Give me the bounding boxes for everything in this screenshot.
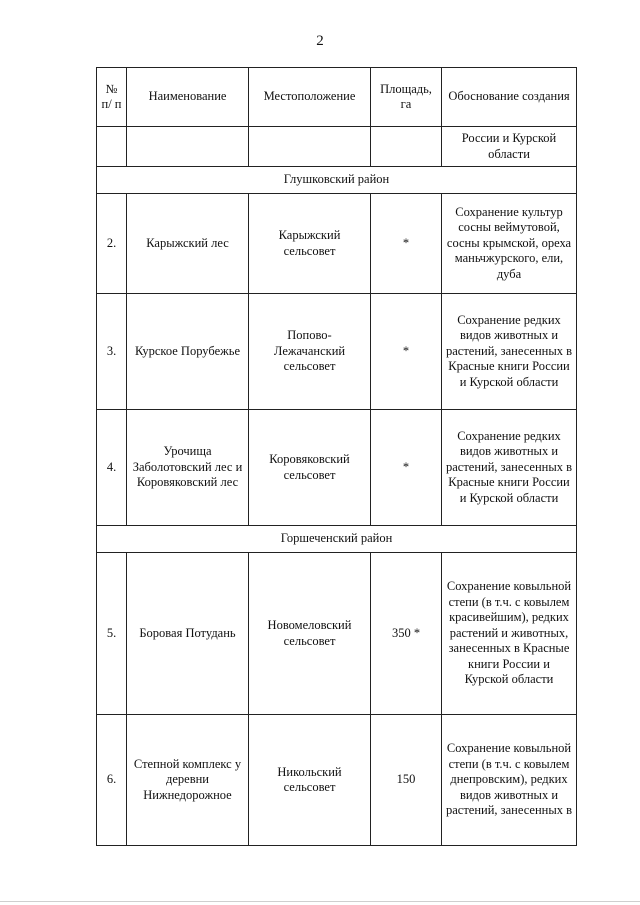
protected-areas-table bbox=[96, 67, 577, 846]
district-row-gorshechensky bbox=[97, 526, 577, 553]
header-location: Местоположение bbox=[249, 68, 371, 127]
table-header-row bbox=[97, 68, 577, 127]
cell-location: Коровяковский сельсовет bbox=[249, 410, 371, 526]
district-title: Горшеченский район bbox=[97, 526, 577, 553]
cell-area bbox=[371, 127, 442, 167]
cell-name: Карыжский лес bbox=[127, 194, 249, 294]
cell-area: * bbox=[371, 410, 442, 526]
page-number: 2 bbox=[316, 33, 324, 49]
table-row bbox=[97, 194, 577, 294]
header-area: Площадь, га bbox=[371, 68, 442, 127]
cell-num: 6. bbox=[97, 715, 127, 846]
cell-area: 150 bbox=[371, 715, 442, 846]
cell-area: 350 * bbox=[371, 553, 442, 715]
cell-location: Новомеловский сельсовет bbox=[249, 553, 371, 715]
table-row bbox=[97, 715, 577, 846]
cell-basis: Сохранение редких видов животных и растений, занесенных в Красные книги России и Курской области bbox=[442, 294, 577, 410]
cell-location: Попово-Лежачанский сельсовет bbox=[249, 294, 371, 410]
cell-name: Урочища Заболотовский лес и Коровяковский лес bbox=[127, 410, 249, 526]
cell-num: 2. bbox=[97, 194, 127, 294]
header-basis: Обоснование создания bbox=[442, 68, 577, 127]
district-title: Глушковский район bbox=[97, 167, 577, 194]
table-row bbox=[97, 410, 577, 526]
cell-num bbox=[97, 127, 127, 167]
cell-num: 3. bbox=[97, 294, 127, 410]
header-name: Наименование bbox=[127, 68, 249, 127]
cell-area: * bbox=[371, 294, 442, 410]
page-bottom-edge bbox=[0, 901, 640, 902]
cell-location: Никольский сельсовет bbox=[249, 715, 371, 846]
table-row-continuation bbox=[97, 127, 577, 167]
cell-basis: Сохранение культур сосны веймутовой, сосны крымской, ореха маньчжурского, ели, дуба bbox=[442, 194, 577, 294]
table-row bbox=[97, 553, 577, 715]
cell-name: Боровая Потудань bbox=[127, 553, 249, 715]
cell-location bbox=[249, 127, 371, 167]
cell-location: Карыжский сельсовет bbox=[249, 194, 371, 294]
cell-num: 4. bbox=[97, 410, 127, 526]
cell-basis: России и Курской области bbox=[442, 127, 577, 167]
table-row bbox=[97, 294, 577, 410]
cell-name bbox=[127, 127, 249, 167]
cell-num: 5. bbox=[97, 553, 127, 715]
cell-name: Степной комплекс у деревни Нижнедорожное bbox=[127, 715, 249, 846]
header-num: № п/ п bbox=[97, 68, 127, 127]
cell-basis: Сохранение ковыльной степи (в т.ч. с ковылем красивейшим), редких растений и животных, занесенных в Красные книги России и Курской области bbox=[442, 553, 577, 715]
district-row-glushkovsky bbox=[97, 167, 577, 194]
cell-basis: Сохранение ковыльной степи (в т.ч. с ковылем днепровским), редких видов животных и растений, занесенных в bbox=[442, 715, 577, 846]
cell-name: Курское Порубежье bbox=[127, 294, 249, 410]
cell-basis: Сохранение редких видов животных и растений, занесенных в Красные книги России и Курской области bbox=[442, 410, 577, 526]
cell-area: * bbox=[371, 194, 442, 294]
